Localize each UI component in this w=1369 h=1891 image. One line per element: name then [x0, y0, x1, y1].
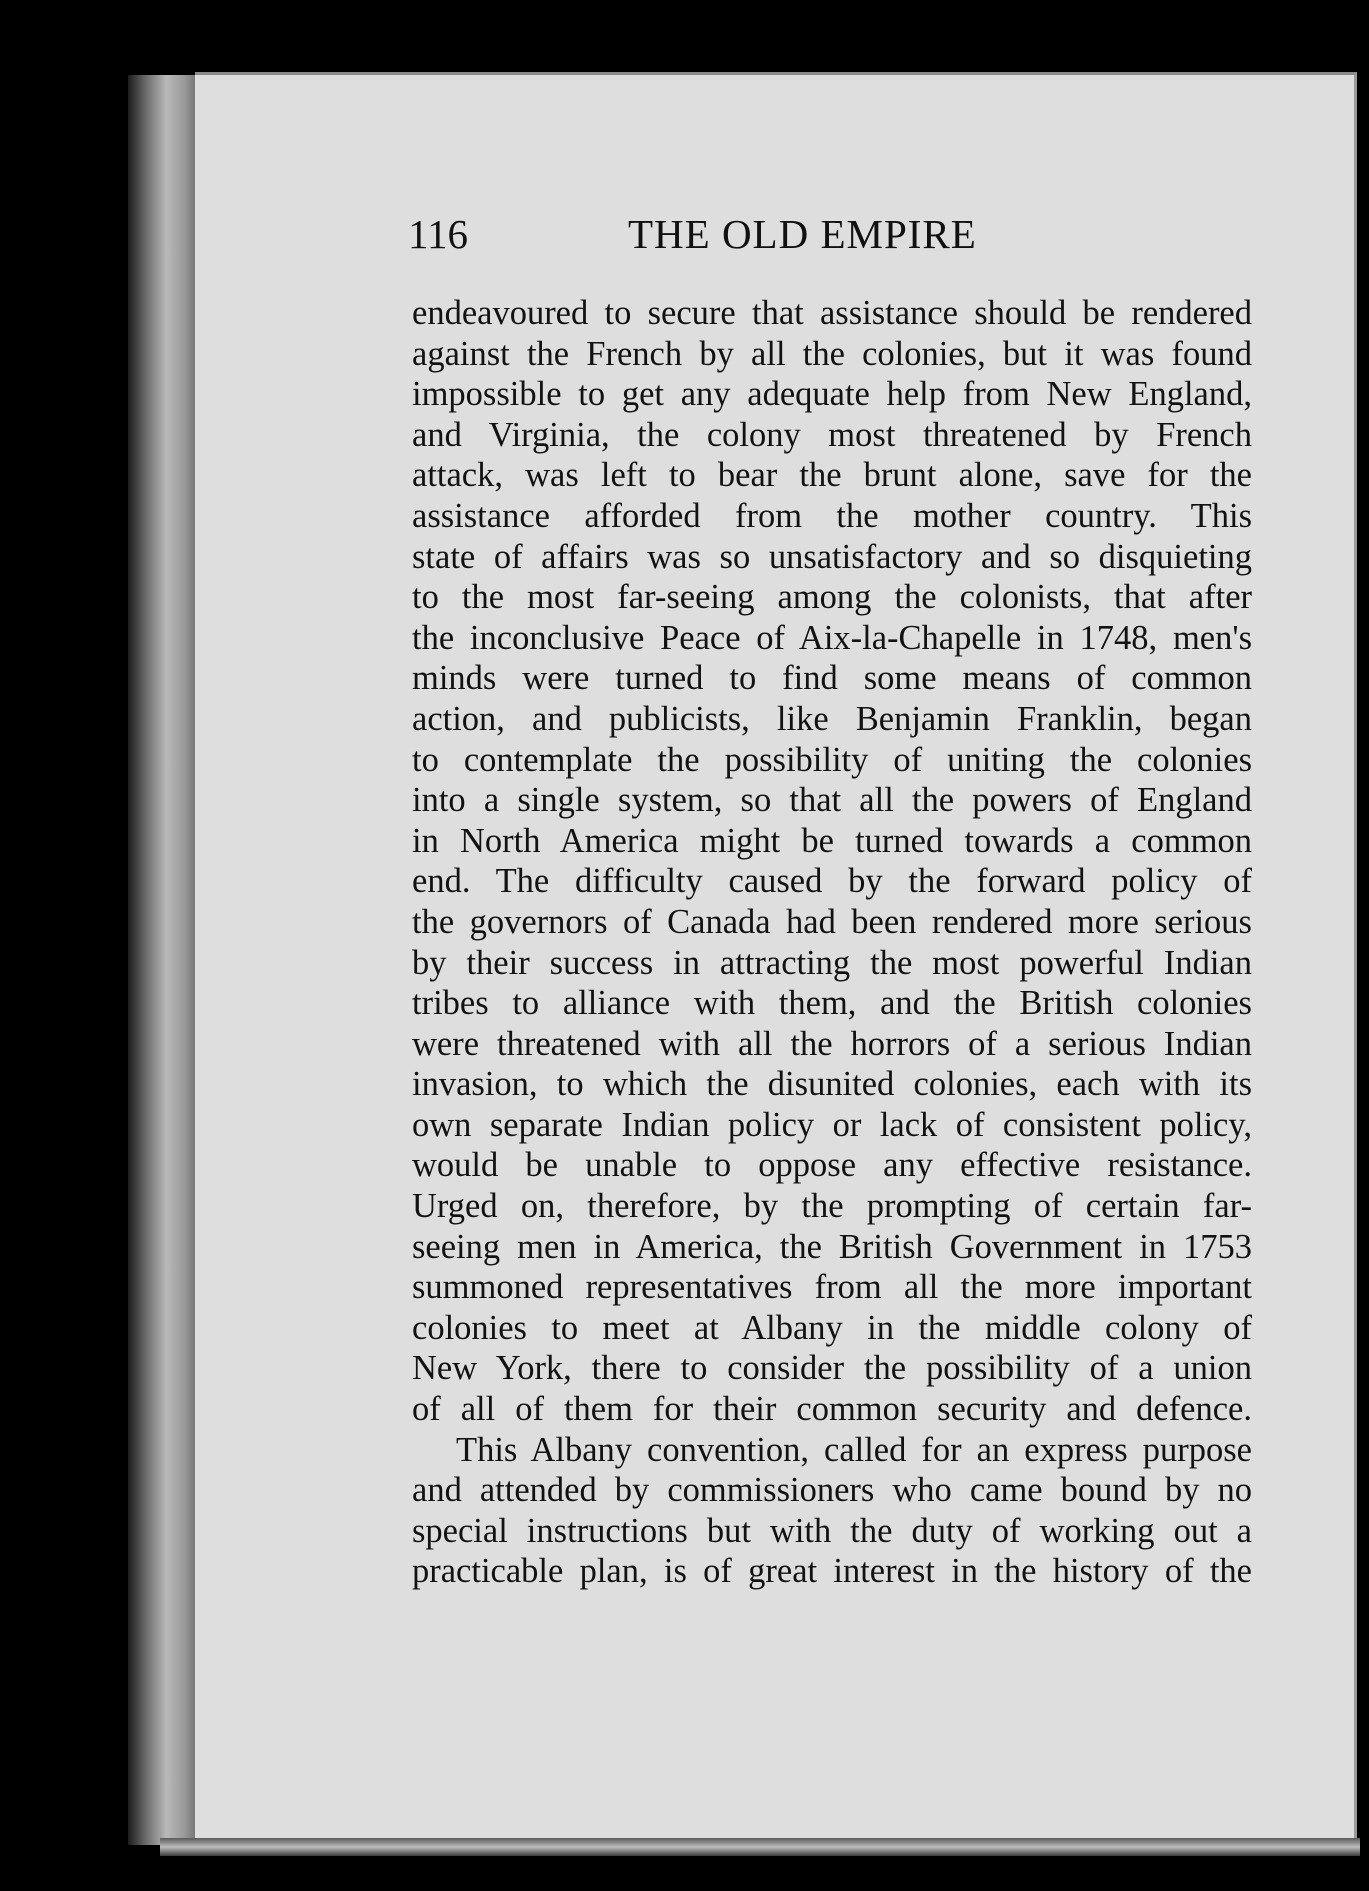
text-line: summoned representatives from all the more important	[412, 1268, 1252, 1307]
text-line: against the French by all the colonies, but it was found	[412, 334, 1252, 373]
text-line: endeavoured to secure that assistance should be rendered	[412, 294, 1252, 332]
text-line: state of affairs was so unsatisfactory and so disquieting	[412, 537, 1252, 576]
body-text	[412, 293, 1252, 1592]
running-header	[408, 210, 1240, 270]
text-line: practicable plan, is of great interest in the history of the	[412, 1552, 1252, 1591]
text-line: tribes to alliance with them, and the British colonies	[412, 984, 1252, 1023]
running-title: THE OLD EMPIRE	[628, 211, 977, 257]
text-line: special instructions but with the duty of working out a	[412, 1511, 1252, 1550]
text-line: and Virginia, the colony most threatened by French	[412, 415, 1252, 454]
paragraph-start-line: This Albany convention, called for an express purpose	[456, 1430, 1252, 1469]
text-line: into a single system, so that all the powers of England	[412, 781, 1252, 820]
text-line: assistance afforded from the mother country. This	[412, 496, 1252, 535]
text-line: action, and publicists, like Benjamin Franklin, began	[412, 699, 1252, 738]
text-line: would be unable to oppose any effective resistance.	[412, 1146, 1252, 1185]
text-line: Urged on, therefore, by the prompting of certain far-	[412, 1187, 1252, 1226]
text-line: own separate Indian policy or lack of consistent policy,	[412, 1105, 1252, 1144]
text-line: colonies to meet at Albany in the middle colony of	[412, 1308, 1252, 1347]
text-line: minds were turned to find some means of common	[412, 659, 1252, 698]
text-line: to the most far-seeing among the colonists, that after	[412, 578, 1252, 617]
text-line: invasion, to which the disunited colonies, each with its	[412, 1065, 1252, 1104]
text-line: by their success in attracting the most powerful Indian	[412, 943, 1252, 982]
text-line: attack, was left to bear the brunt alone, save for the	[412, 456, 1252, 495]
text-line: seeing men in America, the British Government in 1753	[412, 1227, 1252, 1266]
text-line: were threatened with all the horrors of a serious Indian	[412, 1024, 1252, 1063]
text-line: New York, there to consider the possibility of a union	[412, 1349, 1252, 1388]
text-line: to contemplate the possibility of uniting the colonies	[412, 740, 1252, 779]
text-line: of all of them for their common security and defence.	[412, 1390, 1252, 1429]
text-line: end. The difficulty caused by the forward policy of	[412, 862, 1252, 901]
book-spine	[128, 75, 198, 1845]
text-line: in North America might be turned towards a common	[412, 821, 1252, 860]
text-line: impossible to get any adequate help from New England,	[412, 375, 1252, 414]
page-number: 116	[408, 211, 468, 257]
text-line: the governors of Canada had been rendered more serious	[412, 902, 1252, 941]
text-line: and attended by commissioners who came bound by no	[412, 1471, 1252, 1510]
page-bottom-edge	[160, 1838, 1360, 1856]
text-line: the inconclusive Peace of Aix-la-Chapelle in 1748, men's	[412, 618, 1252, 657]
